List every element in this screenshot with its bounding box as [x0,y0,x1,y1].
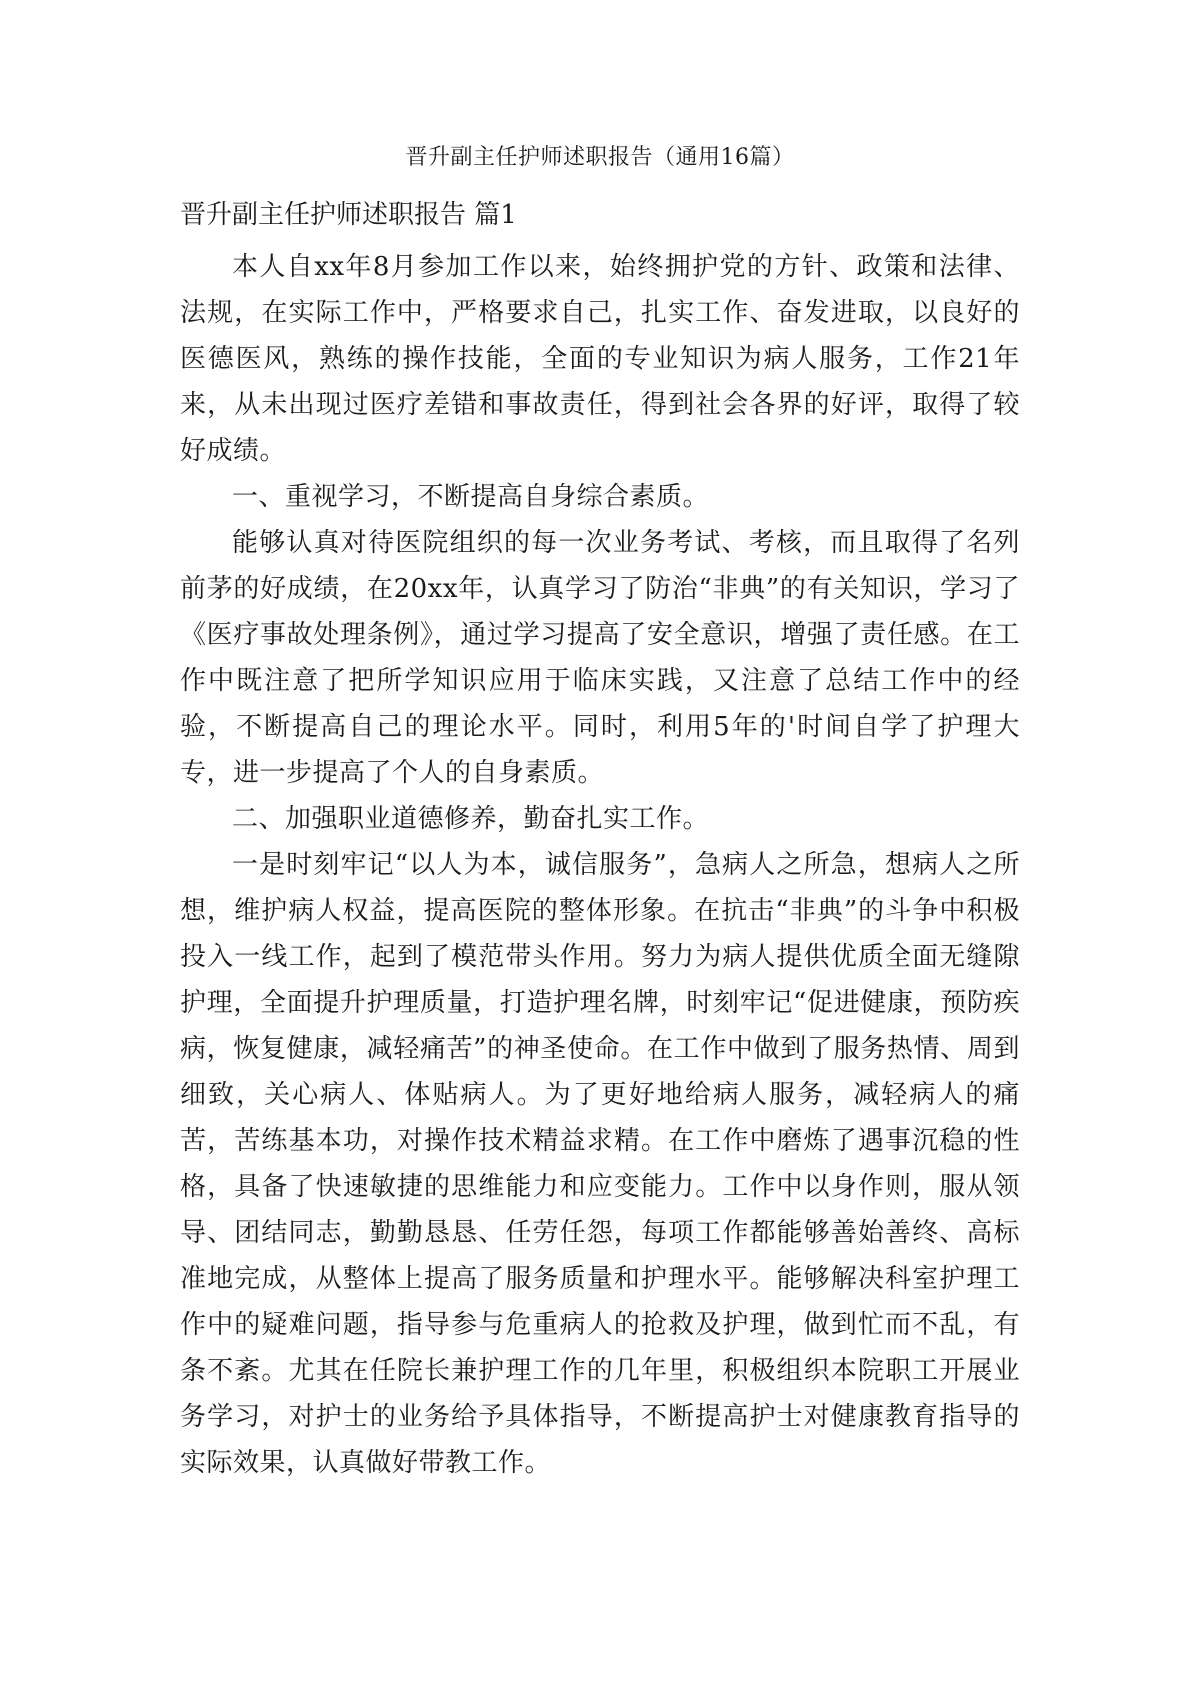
document-title: 晋升副主任护师述职报告（通用16篇） [405,145,795,170]
paragraph-subheading-1: 一、重视学习，不断提高自身综合素质。 [232,482,710,512]
paragraph-intro: 本人自xx年8月参加工作以来，始终拥护党的方针、政策和法律、法规，在实际工作中，严格要求自己，扎实工作、奋发进取，以良好的医德医风，熟练的操作技能，全面的专业知识为病人服务，工作21年来，从未出现过医疗差错和事故责任，得到社会各界的好评，取得了较好成绩。 [180,252,1020,466]
paragraph-ethics: 一是时刻牢记“以人为本，诚信服务”，急病人之所急，想病人之所想，维护病人权益，提高医院的整体形象。在抗击“非典”的斗争中积极投入一线工作，起到了模范带头作用。努力为病人提供优质全面无缝隙护理，全面提升护理质量，打造护理名牌，时刻牢记“促进健康，预防疾病，恢复健康，减轻痛苦”的神圣使命。在工作中做到了服务热情、周到细致，关心病人、体贴病人。为了更好地给病人服务，减轻病人的痛苦，苦练基本功，对操作技术精益求精。在工作中磨炼了遇事沉稳的性格，具备了快速敏捷的思维能力和应变能力。工作中以身作则，服从领导、团结同志，勤勤恳恳、任劳任怨，每项工作都能够善始善终、高标准地完成，从整体上提高了服务质量和护理水平。能够解决科室护理工作中的疑难问题，指导参与危重病人的抢救及护理，做到忙而不乱，有条不紊。尤其在任院长兼护理工作的几年里，积极组织本院职工开展业务学习，对护士的业务给予具体指导，不断提高护士对健康教育指导的实际效果，认真做好带教工作。 [180,850,1020,1478]
paragraph-subheading-2: 二、加强职业道德修养，勤奋扎实工作。 [232,804,710,834]
section-heading: 晋升副主任护师述职报告 篇1 [180,200,517,230]
document-body [180,244,1020,1486]
document-page [180,138,1020,1486]
paragraph-study: 能够认真对待医院组织的每一次业务考试、考核，而且取得了名列前茅的好成绩，在20xx年，认真学习了防治“非典”的有关知识，学习了《医疗事故处理条例》，通过学习提高了安全意识，增强了责任感。在工作中既注意了把所学知识应用于临床实践，又注意了总结工作中的经验，不断提高自己的理论水平。同时，利用5年的'时间自学了护理大专，进一步提高了个人的自身素质。 [180,528,1020,788]
